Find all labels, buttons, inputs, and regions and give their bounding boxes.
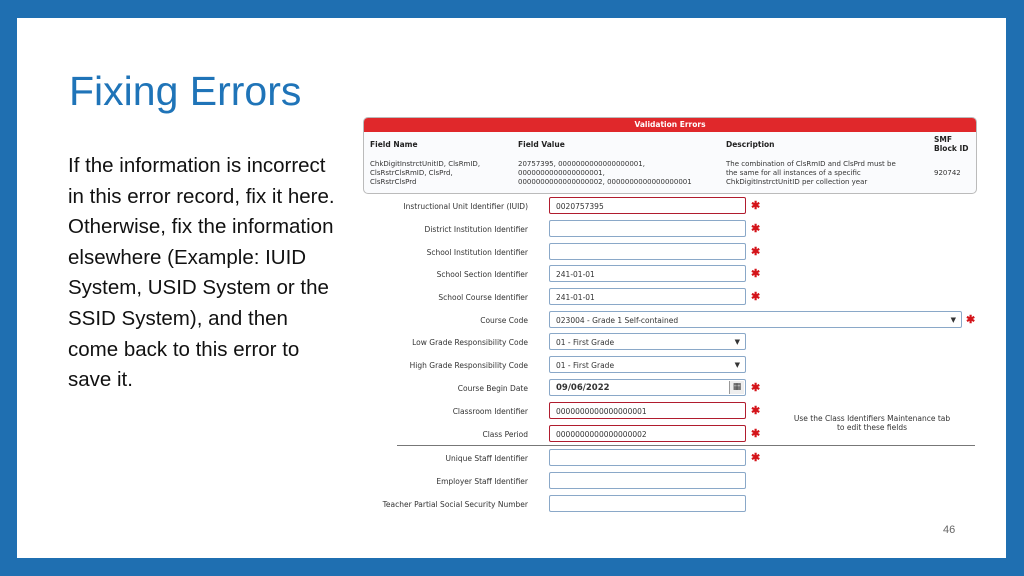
row-course-begin-date: [17, 379, 1006, 398]
page-number: 46: [943, 524, 956, 536]
teacher-ssn-label: Teacher Partial Social Security Number: [382, 500, 528, 509]
row-district-institution: [17, 220, 1006, 239]
row-school-course: [17, 288, 1006, 307]
row-unique-staff: [17, 449, 1006, 468]
slide-title: Fixing Errors: [69, 68, 302, 114]
col-smf-block-id: SMF Block ID: [934, 135, 969, 153]
school-institution-label: School Institution Identifier: [426, 248, 528, 257]
course-code-value: 023004 - Grade 1 Self-contained: [556, 316, 679, 325]
required-icon: ✱: [751, 200, 761, 212]
teacher-ssn-input[interactable]: [549, 495, 746, 512]
validation-errors-panel: [363, 117, 977, 194]
row-iuid: [17, 197, 1006, 216]
cell-smf-block-id: 920742: [934, 169, 961, 177]
validation-errors-header: Validation Errors: [364, 118, 976, 132]
course-begin-date-value: 09/06/2022: [556, 383, 610, 393]
course-begin-date-input[interactable]: [549, 379, 746, 396]
iuid-input[interactable]: 0020757395: [549, 197, 746, 214]
school-course-input[interactable]: 241-01-01: [549, 288, 746, 305]
cell-field-name: ChkDigitInstrctUnitID, ClsRmID, ClsRstrClsRmID, ClsPrd, ClsRstrClsPrd: [370, 160, 481, 186]
employer-staff-label: Employer Staff Identifier: [436, 477, 528, 486]
chevron-down-icon: ▼: [950, 316, 956, 324]
course-begin-date-label: Course Begin Date: [457, 384, 528, 393]
required-icon: ✱: [751, 246, 761, 258]
classroom-id-input[interactable]: 0000000000000000001: [549, 402, 746, 419]
col-description: Description: [726, 140, 775, 149]
school-section-label: School Section Identifier: [436, 270, 528, 279]
required-icon: ✱: [751, 452, 761, 464]
col-field-value: Field Value: [518, 140, 565, 149]
row-teacher-ssn: [17, 495, 1006, 514]
row-school-institution: [17, 243, 1006, 262]
district-institution-input[interactable]: [549, 220, 746, 237]
class-period-input[interactable]: 0000000000000000002: [549, 425, 746, 442]
high-grade-select[interactable]: [549, 356, 746, 373]
form-divider: [397, 445, 975, 446]
school-section-input[interactable]: 241-01-01: [549, 265, 746, 282]
low-grade-select[interactable]: [549, 333, 746, 350]
chevron-down-icon: ▼: [734, 338, 740, 346]
class-identifiers-note: Use the Class Identifiers Maintenance tab to edit these fields: [793, 414, 951, 432]
high-grade-label: High Grade Responsibility Code: [409, 361, 528, 370]
row-school-section: [17, 265, 1006, 284]
chevron-down-icon: ▼: [734, 361, 740, 369]
class-period-label: Class Period: [482, 430, 528, 439]
required-icon: ✱: [966, 314, 976, 326]
required-icon: ✱: [751, 268, 761, 280]
required-icon: ✱: [751, 428, 761, 440]
unique-staff-input[interactable]: [549, 449, 746, 466]
row-employer-staff: [17, 472, 1006, 491]
row-course-code: [17, 311, 1006, 330]
cell-field-value: 20757395, 0000000000000000001, 0000000000000000001, 0000000000000000002, 0000000000000000001: [518, 160, 692, 186]
school-institution-input[interactable]: [549, 243, 746, 260]
col-field-name: Field Name: [370, 140, 418, 149]
row-high-grade: [17, 356, 1006, 375]
school-course-label: School Course Identifier: [438, 293, 528, 302]
cell-description: The combination of ClsRmID and ClsPrd must be the same for all instances of a specific ChkDigitInstrctUnitID per collection year: [726, 160, 896, 186]
calendar-icon[interactable]: ▦: [729, 381, 744, 394]
iuid-label: Instructional Unit Identifier (IUID): [403, 202, 528, 211]
low-grade-label: Low Grade Responsibility Code: [412, 338, 528, 347]
required-icon: ✱: [751, 291, 761, 303]
row-low-grade: [17, 333, 1006, 352]
required-icon: ✱: [751, 223, 761, 235]
course-code-select[interactable]: [549, 311, 962, 328]
slide: [17, 18, 1006, 558]
slide-body-text: If the information is incorrect in this error record, fix it here. Otherwise, fix the information elsewhere (Example: IUID System, USID System or the SSID System), and then come back to this error to save it.: [68, 154, 335, 392]
low-grade-value: 01 - First Grade: [556, 338, 615, 347]
required-icon: ✱: [751, 382, 761, 394]
high-grade-value: 01 - First Grade: [556, 361, 615, 370]
employer-staff-input[interactable]: [549, 472, 746, 489]
unique-staff-label: Unique Staff Identifier: [445, 454, 528, 463]
required-icon: ✱: [751, 405, 761, 417]
district-institution-label: District Institution Identifier: [424, 225, 528, 234]
course-code-label: Course Code: [480, 316, 528, 325]
classroom-id-label: Classroom Identifier: [452, 407, 528, 416]
